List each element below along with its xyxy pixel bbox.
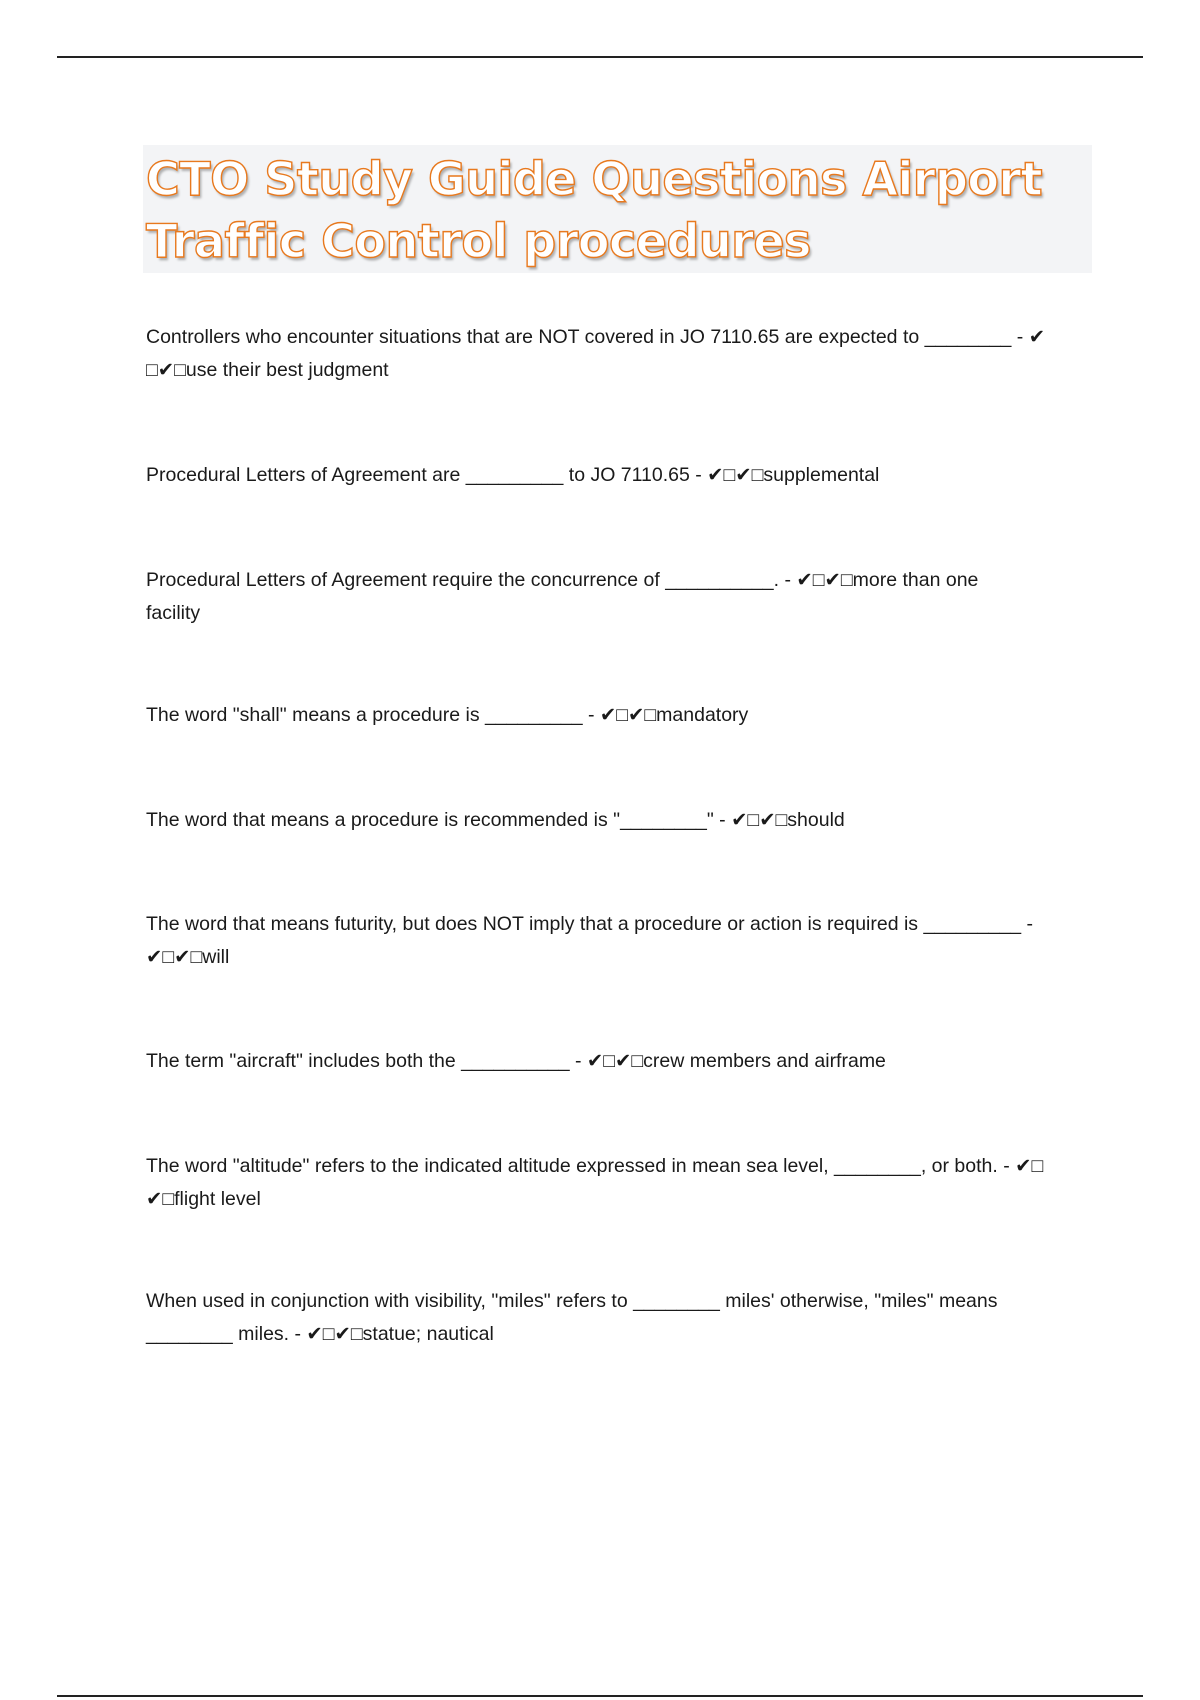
qa-item-5 [146,804,1076,837]
answer-text: ________ miles. - ✔□✔□statue; nautical [146,1323,494,1345]
footer-rule [57,1695,1143,1697]
document-title: CTO Study Guide Questions Airport Traffic Control procedures [146,152,1043,268]
question-text: The word "shall" means a procedure is _________ - ✔□✔□mandatory [146,704,749,726]
qa-item-2 [146,459,1076,492]
answer-text: □✔□use their best judgment [146,359,389,381]
question-text: The term "aircraft" includes both the __________ - ✔□✔□crew members and airframe [146,1050,886,1072]
question-text: The word that means a procedure is recommended is "________" - ✔□✔□should [146,809,845,831]
question-text: Procedural Letters of Agreement are _________ to JO 7110.65 - ✔□✔□supplemental [146,464,880,486]
header-rule [57,56,1143,58]
qa-item-8 [146,1150,1076,1216]
qa-item-7 [146,1045,1076,1078]
question-text: Controllers who encounter situations that are NOT covered in JO 7110.65 are expected to ________ - ✔ [146,326,1046,348]
answer-text: facility [146,602,201,624]
qa-item-6 [146,908,1076,974]
question-text: The word "altitude" refers to the indicated altitude expressed in mean sea level, ________, or both. - ✔□ [146,1155,1044,1177]
answer-text: ✔□✔□will [146,946,230,968]
question-text: When used in conjunction with visibility, "miles" refers to ________ miles' otherwise, "miles" means [146,1290,998,1312]
qa-item-9 [146,1285,1076,1351]
question-text: Procedural Letters of Agreement require the concurrence of __________. - ✔□✔□more than one [146,569,979,591]
qa-item-1 [146,321,1076,387]
answer-text: ✔□flight level [146,1188,261,1210]
qa-item-3 [146,564,1076,630]
qa-item-4 [146,699,1076,732]
question-text: The word that means futurity, but does NOT imply that a procedure or action is required is _________ - [146,913,1033,935]
